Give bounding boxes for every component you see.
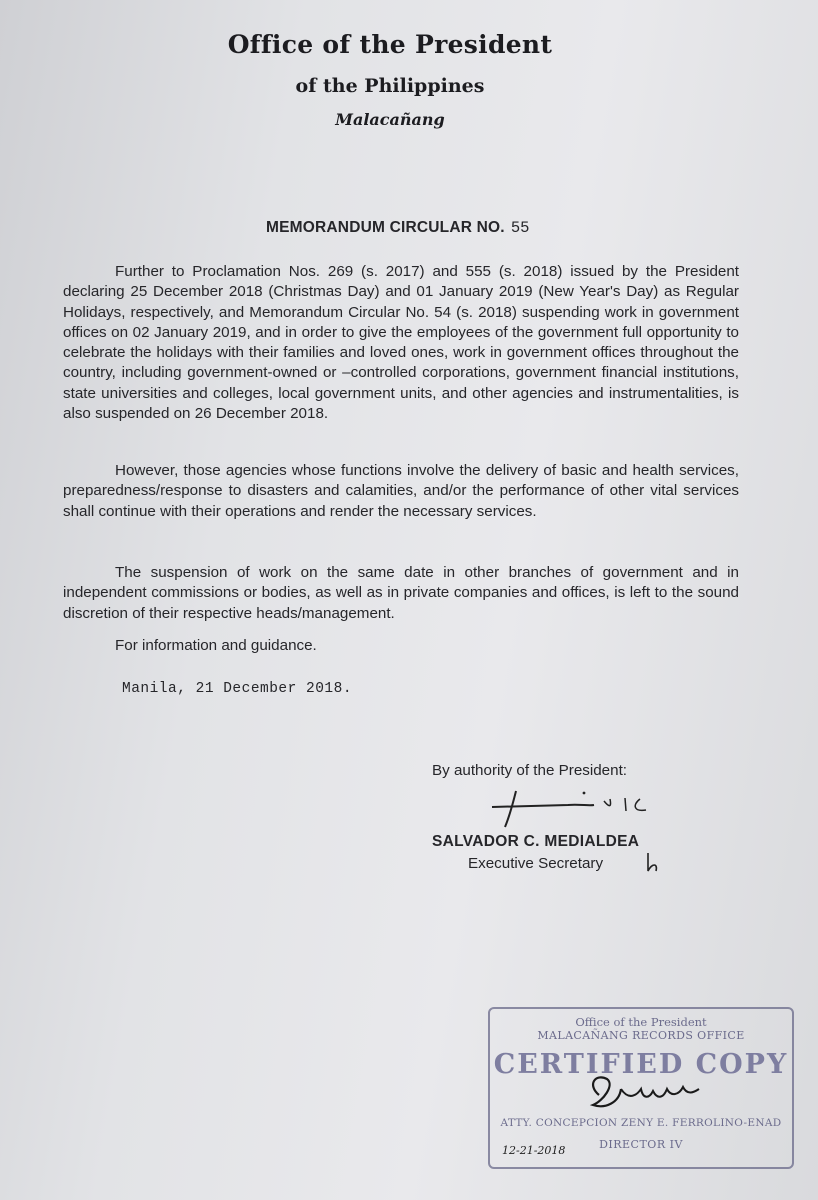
stamp-handwritten-date: 12-21-2018	[502, 1144, 566, 1157]
header-office: Office of the President	[227, 30, 553, 59]
stamp-officer: ATTY. CONCEPCION ZENY E. FERROLINO-ENAD	[500, 1117, 782, 1129]
signatory-name: SALVADOR C. MEDIALDEA	[432, 833, 640, 850]
authority-line: By authority of the President:	[432, 762, 628, 779]
stamp-office: Office of the President	[575, 1015, 707, 1029]
stamp-signature	[585, 1065, 715, 1120]
header-country: of the Philippines	[295, 75, 485, 97]
body-paragraph-2: However, those agencies whose functions involve the delivery of basic and health services, preparedness/response to disasters and calamities, and/or the performance of other vital services shall continue with their operations and render the necessary services.	[63, 462, 739, 520]
body-paragraph-1: Further to Proclamation Nos. 269 (s. 2017) and 555 (s. 2018) issued by the President declaring 25 December 2018 (Christmas Day) and 01 January 2019 (New Year's Day) as Regular Holidays, respectively, and Memorandum Circular No. 54 (s. 2018) suspending work in government offices on 02 January 2019, and in order to give the employees of the government full opportunity to celebrate the holidays with their families and loved ones, work in government offices throughout the country, including government-owned or –controlled corporations, government financial institutions, state universities and colleges, local government units, and other agencies and instrumentalities, is also suspended on 26 December 2018.	[63, 263, 739, 423]
header-palace: Malacañang	[335, 110, 445, 129]
memo-number: 55	[510, 219, 530, 237]
stamp-certified-copy: CERTIFIED COPY	[493, 1049, 789, 1080]
body-paragraph-3: The suspension of work on the same date in other branches of government and in independent commissions or bodies, as well as in private companies and offices, is left to the sound discretion of their respective heads/management.	[63, 564, 739, 622]
body-paragraph-4: For information and guidance.	[115, 637, 317, 654]
signatory-title: Executive Secretary	[468, 855, 604, 872]
memo-title: MEMORANDUM CIRCULAR NO.	[266, 219, 505, 236]
date-line: Manila, 21 December 2018.	[122, 681, 353, 697]
secretary-signature	[480, 785, 680, 835]
stamp-records-office: MALACAÑANG RECORDS OFFICE	[537, 1029, 745, 1042]
memo-heading	[266, 219, 529, 237]
stamp-position: DIRECTOR IV	[599, 1138, 683, 1151]
initial-mark	[642, 849, 664, 875]
